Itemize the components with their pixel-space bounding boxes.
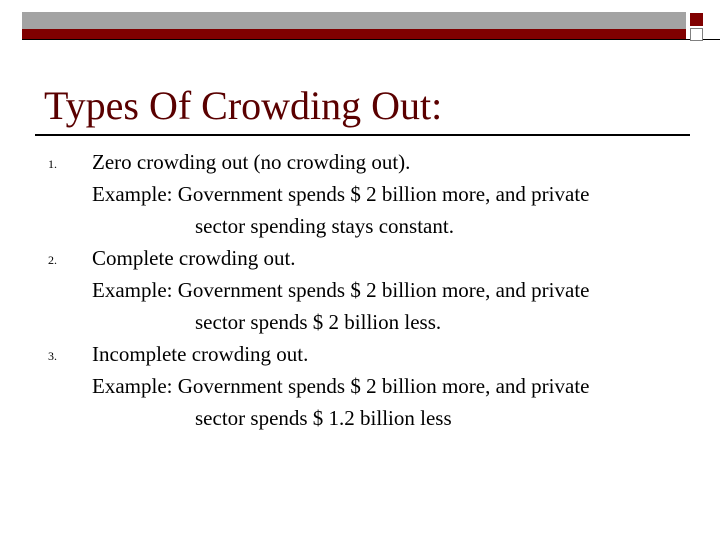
- corner-empty-square: [690, 28, 703, 41]
- list-item: [0, 338, 720, 434]
- list-item-example: Example: Government spends $ 2 billion more, and private: [92, 182, 590, 206]
- numbered-list: [0, 146, 720, 434]
- top-divider-line: [22, 39, 720, 40]
- list-item-example-continuation: sector spends $ 1.2 billion less: [195, 406, 452, 430]
- list-item-number: 2.: [48, 253, 57, 267]
- corner-filled-square: [690, 13, 703, 26]
- list-item: [0, 146, 720, 242]
- list-item-example: Example: Government spends $ 2 billion more, and private: [92, 374, 590, 398]
- list-item: [0, 242, 720, 338]
- slide-title: Types Of Crowding Out:: [44, 83, 443, 128]
- list-item-number: 3.: [48, 349, 57, 363]
- list-item-example-continuation: sector spending stays constant.: [195, 214, 454, 238]
- list-item-example-continuation: sector spends $ 2 billion less.: [195, 310, 442, 334]
- title-underline: [35, 134, 690, 136]
- list-item-heading: Complete crowding out.: [92, 246, 296, 270]
- top-grey-bar: [22, 12, 686, 29]
- top-red-bar: [22, 29, 686, 39]
- list-item-example: Example: Government spends $ 2 billion more, and private: [92, 278, 590, 302]
- list-item-heading: Incomplete crowding out.: [92, 342, 309, 366]
- list-item-number: 1.: [48, 157, 57, 171]
- list-item-heading: Zero crowding out (no crowding out).: [92, 150, 411, 174]
